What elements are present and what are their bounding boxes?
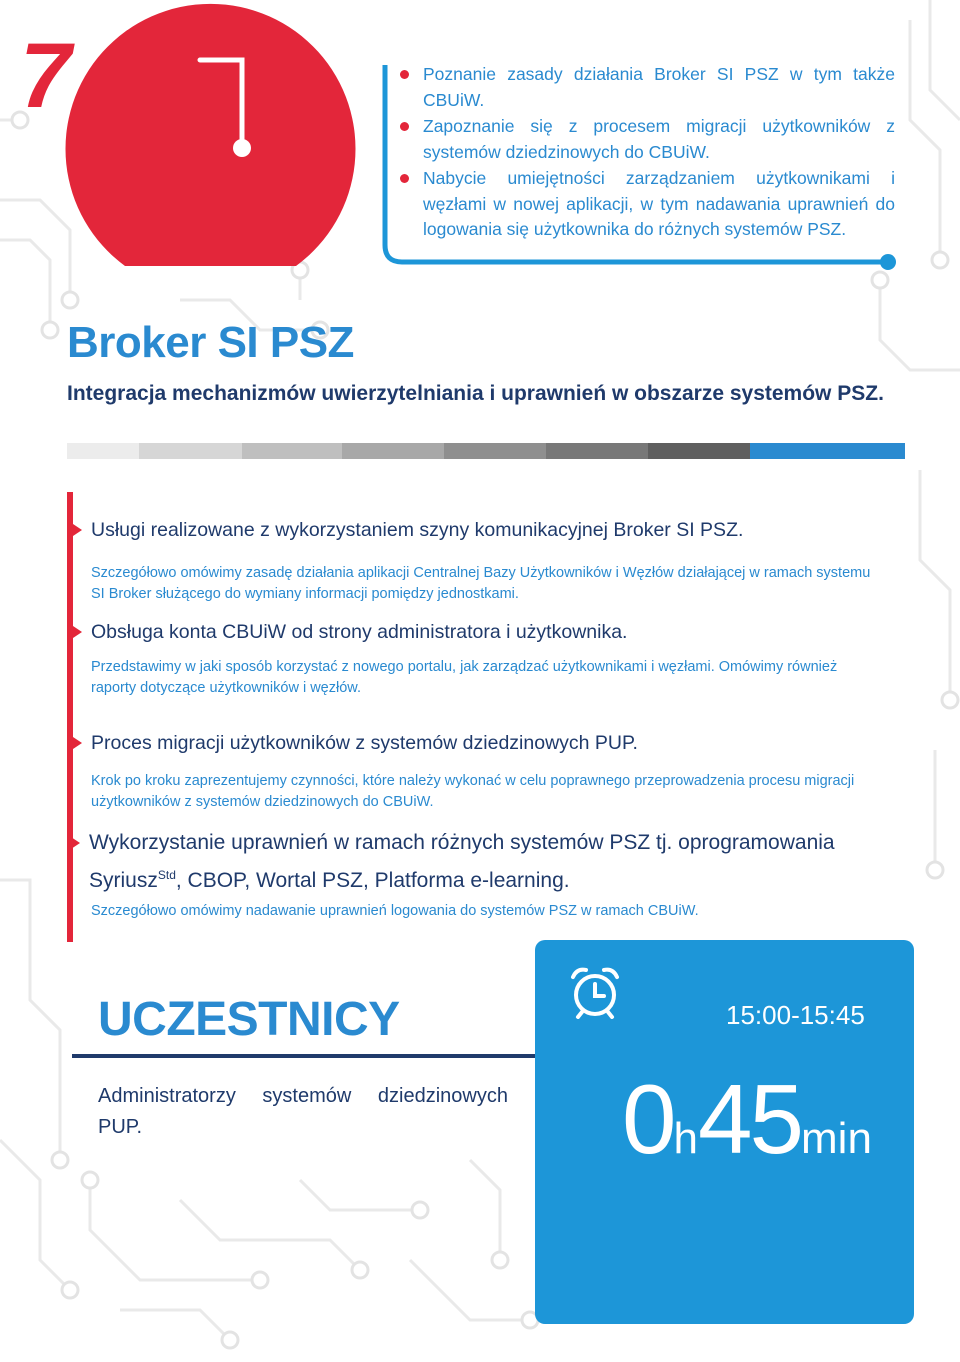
- triangle-bullet-icon: [73, 737, 82, 749]
- time-range: 15:00-15:45: [726, 1000, 865, 1030]
- participants-title: UCZESTNICY: [98, 993, 400, 1046]
- bullet-dot-icon: [400, 174, 409, 183]
- alarm-clock-icon: [568, 965, 622, 1019]
- triangle-bullet-icon: [73, 524, 82, 536]
- goal-item: [400, 114, 895, 165]
- duration-minutes: 45: [698, 1064, 802, 1174]
- topic-description: Krok po kroku zaprezentujemy czynności, które należy wykonać w celu poprawnego przeprowadzenia procesu migracji użytkowników z systemów dziedzinowych do CBUiW.: [91, 773, 855, 810]
- bar-segment: [342, 443, 444, 459]
- topic-description: Szczegółowo omówimy nadawanie uprawnień logowania do systemów PSZ w ramach CBUiW.: [91, 903, 699, 919]
- duration-minutes-unit: min: [801, 1114, 872, 1163]
- gradient-divider-bar: [67, 443, 905, 459]
- goal-text: Nabycie umiejętności zarządzaniem użytkownikami i węzłami w nowej aplikacji, w tym nadawania uprawnień do logowania się użytkownika do różnych systemów PSZ.: [423, 168, 895, 239]
- goal-text: Zapoznanie się z procesem migracji użytkowników z systemów dziedzinowych do CBUiW.: [423, 116, 895, 162]
- goal-item: [400, 62, 895, 113]
- triangle-bullet-icon: [71, 837, 80, 849]
- bar-segment: [444, 443, 546, 459]
- topic-title: Obsługa konta CBUiW od strony administratora i użytkownika.: [91, 618, 891, 646]
- topic-title: Wykorzystanie uprawnień w ramach różnych systemów PSZ tj. oprogramowania Syriusz$^{Std}$, CBOP, Wortal PSZ, Platforma e-learning.: [89, 826, 869, 897]
- bar-segment: [242, 443, 342, 459]
- bar-segment: [546, 443, 648, 459]
- duration-hours-unit: h: [673, 1114, 698, 1163]
- bullet-dot-icon: [400, 122, 409, 131]
- goal-item: [400, 166, 895, 243]
- duration: [622, 1064, 872, 1174]
- triangle-bullet-icon: [73, 626, 82, 638]
- agenda-vertical-line: [67, 492, 73, 942]
- page-subtitle: Integracja mechanizmów uwierzytelniania i uprawnień w obszarze systemów PSZ.: [67, 382, 884, 405]
- bar-segment: [750, 443, 905, 459]
- participants-text: Administratorzy systemów dziedzinowych PUP.: [98, 1085, 508, 1138]
- topic-description: Przedstawimy w jaki sposób korzystać z nowego portalu, jak zarządzać użytkownikami i węzłami. Omówimy również raporty dotyczące użytkowników i węzłów.: [91, 659, 838, 696]
- page-title: Broker SI PSZ: [67, 318, 354, 367]
- module-number: 7: [20, 25, 68, 127]
- duration-hours: 0: [622, 1064, 674, 1174]
- goals-list: [400, 62, 895, 244]
- bullet-dot-icon: [400, 70, 409, 79]
- bar-segment: [67, 443, 139, 459]
- topic-description: Szczegółowo omówimy zasadę działania aplikacji Centralnej Bazy Użytkowników i Węzłów działającej w ramach systemu SI Broker służącego do wymiany informacji pomiędzy jednostkami.: [91, 565, 871, 602]
- topic-title: Proces migracji użytkowników z systemów dziedzinowych PUP.: [91, 729, 891, 757]
- bar-segment: [648, 443, 750, 459]
- topic-title: Usługi realizowane z wykorzystaniem szyny komunikacyjnej Broker SI PSZ.: [91, 516, 891, 544]
- red-circle-shape: [65, 4, 355, 266]
- bar-segment: [139, 443, 242, 459]
- goal-text: Poznanie zasady działania Broker SI PSZ w tym także CBUiW.: [423, 64, 895, 110]
